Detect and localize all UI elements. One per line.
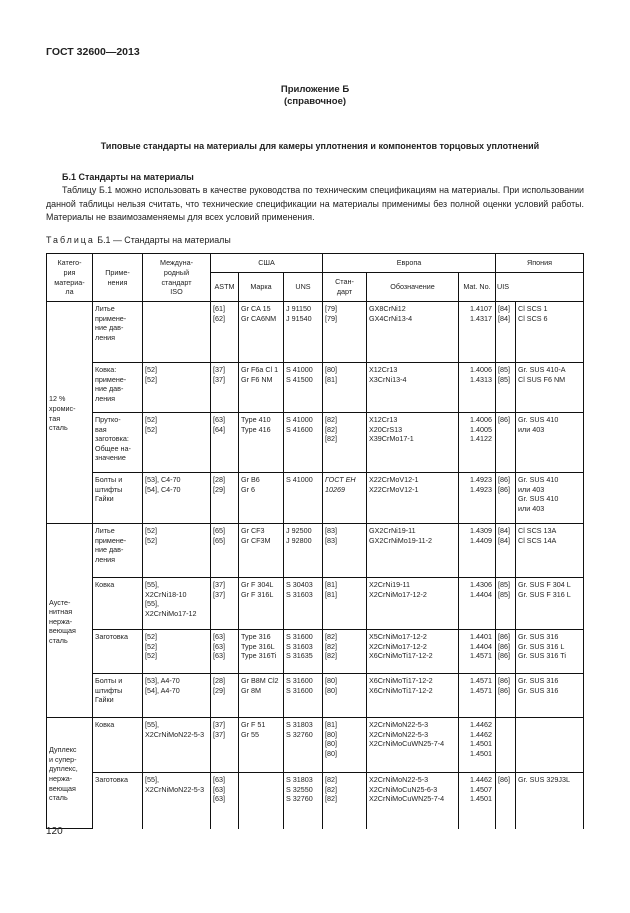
cell-grade: Gr F 304L Gr F 316L xyxy=(239,578,284,630)
cell-uis-ref: [86] [86] xyxy=(496,473,516,524)
header-astm: ASTM xyxy=(211,273,239,302)
cell-grade: Gr B8M Cl2 Gr 8M xyxy=(239,674,284,718)
cell-uis-ref: [85] [85] xyxy=(496,578,516,630)
header-iso: Междуна- родный стандарт ISO xyxy=(143,254,211,302)
cell-application: Болты и штифты Гайки xyxy=(93,674,143,718)
table-row xyxy=(47,473,584,524)
cell-astm: [65] [65] xyxy=(211,524,239,578)
table-row xyxy=(47,578,584,630)
cell-uis-grade: Gr. SUS 410-A Cl SUS F6 NM xyxy=(516,363,584,413)
cell-uis-ref: [84] [84] xyxy=(496,524,516,578)
cell-mat-no: 1.4923 1.4923 xyxy=(459,473,496,524)
cell-application: Прутко- вая заготовка: Общее на- значение xyxy=(93,413,143,473)
cell-uis-grade xyxy=(516,718,584,773)
cell-iso xyxy=(143,302,211,363)
cell-iso: [55], X2CrNiMoN22-5-3 xyxy=(143,718,211,773)
cell-designation: X6CrNiMoTi17-12-2 X6CrNiMoTi17-12-2 xyxy=(367,674,459,718)
section-paragraph: Таблицу Б.1 можно использовать в качестве руководства по техническим спецификациям на материалы. При использовании данной таблицы нельзя считать, что технические спецификации на материалы применимы без полной оценки условий работы. Материалы не взаимозаменяемы для всех условий применения. xyxy=(46,185,584,222)
cell-designation: X22CrMoV12-1 X22CrMoV12-1 xyxy=(367,473,459,524)
cell-astm: [63] [64] xyxy=(211,413,239,473)
table-row xyxy=(47,674,584,718)
header-uns: UNS xyxy=(284,273,323,302)
section-heading: Б.1 Стандарты на материалы xyxy=(62,172,194,182)
cell-astm: [28] [29] xyxy=(211,674,239,718)
cell-iso: [53], A4-70 [54], A4-70 xyxy=(143,674,211,718)
cell-category: 12 % хромис- тая сталь xyxy=(47,302,93,524)
document-code: ГОСТ 32600—2013 xyxy=(46,46,140,58)
cell-iso: [55], X2CrNiMoN22-5-3 xyxy=(143,773,211,829)
cell-uis-grade: Gr. SUS 316 Gr. SUS 316 xyxy=(516,674,584,718)
cell-mat-no: 1.4571 1.4571 xyxy=(459,674,496,718)
cell-uis-ref xyxy=(496,718,516,773)
cell-astm: [37] [37] xyxy=(211,718,239,773)
cell-application: Литье примене- ние дав- ления xyxy=(93,524,143,578)
cell-astm: [63] [63] [63] xyxy=(211,773,239,829)
cell-uis-grade: Gr. SUS F 304 L Gr. SUS F 316 L xyxy=(516,578,584,630)
cell-mat-no: 1.4309 1.4409 xyxy=(459,524,496,578)
cell-iso: [55], X2CrNi18-10 [55], X2CrNiMo17-12 xyxy=(143,578,211,630)
cell-uis-ref: [84] [84] xyxy=(496,302,516,363)
cell-grade xyxy=(239,773,284,829)
cell-grade: Gr F 51 Gr 55 xyxy=(239,718,284,773)
cell-application: Литье примене- ние дав- ления xyxy=(93,302,143,363)
cell-astm: [28] [29] xyxy=(211,473,239,524)
cell-astm: [37] [37] xyxy=(211,363,239,413)
cell-standard: [82] [82] [82] xyxy=(323,773,367,829)
cell-standard: [82] [82] [82] xyxy=(323,630,367,674)
cell-designation: X12Cr13 X3CrNi13-4 xyxy=(367,363,459,413)
cell-uis-ref: [86] xyxy=(496,413,516,473)
header-grade: Марка xyxy=(239,273,284,302)
cell-standard: [80] [80] xyxy=(323,674,367,718)
cell-standard: [81] [80] [80] [80] xyxy=(323,718,367,773)
table-row xyxy=(47,773,584,829)
cell-uns: S 30403 S 31603 xyxy=(284,578,323,630)
cell-category: Аусте- нитная нержа- веющая сталь xyxy=(47,524,93,718)
cell-uis-grade: Gr. SUS 329J3L xyxy=(516,773,584,829)
cell-application: Ковка xyxy=(93,718,143,773)
header-usa: США xyxy=(211,254,323,273)
header-category: Катего- рия материа- ла xyxy=(47,254,93,302)
cell-standard: [82] [82] [82] xyxy=(323,413,367,473)
table-caption-prefix: Таблица xyxy=(46,235,95,245)
cell-iso: [52] [52] xyxy=(143,413,211,473)
table-row xyxy=(47,630,584,674)
cell-application: Заготовка xyxy=(93,630,143,674)
cell-uis-ref: [85] [85] xyxy=(496,363,516,413)
cell-grade: Type 316 Type 316L Type 316Ti xyxy=(239,630,284,674)
appendix-main-title: Типовые стандарты на материалы для камеры уплотнения и компонентов торцовых уплотнений xyxy=(100,141,540,151)
cell-uns: S 41000 xyxy=(284,473,323,524)
header-japan: Япония xyxy=(496,254,584,273)
cell-mat-no: 1.4462 1.4462 1.4501 1.4501 xyxy=(459,718,496,773)
cell-uis-ref: [86] [86] [86] xyxy=(496,630,516,674)
cell-application: Ковка xyxy=(93,578,143,630)
cell-designation: X5CrNiMo17-12-2 X2CrNiMo17-12-2 X6CrNiMoTi17-12-2 xyxy=(367,630,459,674)
cell-standard: [79] [79] xyxy=(323,302,367,363)
table-caption-text: Б.1 — Стандарты на материалы xyxy=(94,235,231,245)
cell-uis-grade: Gr. SUS 316 Gr. SUS 316 L Gr. SUS 316 Ti xyxy=(516,630,584,674)
cell-designation: GX8CrNi12 GX4CrNi13-4 xyxy=(367,302,459,363)
cell-standard: ГОСТ ЕН 10269 xyxy=(323,473,367,524)
cell-grade: Gr CF3 Gr CF3M xyxy=(239,524,284,578)
cell-astm: [61] [62] xyxy=(211,302,239,363)
appendix-title: Приложение Б xyxy=(280,84,350,95)
table-row xyxy=(47,302,584,363)
cell-uns: S 31803 S 32760 xyxy=(284,718,323,773)
cell-application: Заготовка xyxy=(93,773,143,829)
header-europe: Европа xyxy=(323,254,496,273)
cell-standard: [83] [83] xyxy=(323,524,367,578)
table-row xyxy=(47,363,584,413)
cell-astm: [63] [63] [63] xyxy=(211,630,239,674)
table-row xyxy=(47,524,584,578)
header-designation: Обозначение xyxy=(367,273,459,302)
cell-designation: X12Cr13 X20CrS13 X39CrMo17-1 xyxy=(367,413,459,473)
cell-mat-no: 1.4107 1.4317 xyxy=(459,302,496,363)
cell-mat-no: 1.4462 1.4507 1.4501 xyxy=(459,773,496,829)
cell-mat-no: 1.4006 1.4313 xyxy=(459,363,496,413)
cell-designation: X2CrNiMoN22-5-3 X2CrNiMoCuN25-6-3 X2CrNiMoCuWN25-7-4 xyxy=(367,773,459,829)
cell-grade: Type 410 Type 416 xyxy=(239,413,284,473)
cell-iso: [53], C4-70 [54], C4-70 xyxy=(143,473,211,524)
cell-designation: X2CrNiMoN22-5-3 X2CrNiMoN22-5-3 X2CrNiMoCuWN25-7-4 xyxy=(367,718,459,773)
cell-designation: X2CrNi19-11 X2CrNiMo17-12-2 xyxy=(367,578,459,630)
cell-uns: S 41000 S 41600 xyxy=(284,413,323,473)
cell-uns: J 92500 J 92800 xyxy=(284,524,323,578)
appendix-heading xyxy=(0,84,630,108)
table-row xyxy=(47,413,584,473)
cell-category: Дуплекс и супер- дуплекс, нержа- веющая сталь xyxy=(47,718,93,829)
cell-grade: Gr CA 15 Gr CA6NM xyxy=(239,302,284,363)
cell-uis-grade: Gr. SUS 410 или 403 xyxy=(516,413,584,473)
cell-uns: J 91150 J 91540 xyxy=(284,302,323,363)
cell-iso: [52] [52] xyxy=(143,363,211,413)
cell-uis-ref: [86] xyxy=(496,773,516,829)
cell-uns: S 31600 S 31600 xyxy=(284,674,323,718)
cell-uns: S 31803 S 32550 S 32760 xyxy=(284,773,323,829)
cell-iso: [52] [52] [52] xyxy=(143,630,211,674)
cell-astm: [37] [37] xyxy=(211,578,239,630)
table-body xyxy=(47,302,584,829)
cell-application: Ковка: примене- ние дав- ления xyxy=(93,363,143,413)
cell-mat-no: 1.4306 1.4404 xyxy=(459,578,496,630)
materials-standards-table xyxy=(46,253,584,829)
header-standard: Стан- дарт xyxy=(323,273,367,302)
header-mat-no: Mat. No. xyxy=(459,273,496,302)
header-uis: UIS xyxy=(496,273,584,302)
table-caption xyxy=(46,235,231,245)
cell-uis-grade: Gr. SUS 410 или 403 Gr. SUS 410 или 403 xyxy=(516,473,584,524)
cell-uns: S 41000 S 41500 xyxy=(284,363,323,413)
cell-grade: Gr F6a Cl 1 Gr F6 NM xyxy=(239,363,284,413)
cell-application: Болты и штифты Гайки xyxy=(93,473,143,524)
header-application: Приме- нения xyxy=(93,254,143,302)
table-row xyxy=(47,718,584,773)
cell-mat-no: 1.4006 1.4005 1.4122 xyxy=(459,413,496,473)
cell-standard: [80] [81] xyxy=(323,363,367,413)
page-number: 120 xyxy=(46,826,63,837)
cell-uns: S 31600 S 31603 S 31635 xyxy=(284,630,323,674)
cell-standard: [81] [81] xyxy=(323,578,367,630)
cell-uis-ref: [86] [86] xyxy=(496,674,516,718)
cell-uis-grade: Cl SCS 13A Cl SCS 14A xyxy=(516,524,584,578)
cell-uis-grade: Cl SCS 1 Cl SCS 6 xyxy=(516,302,584,363)
appendix-subtitle: (справочное) xyxy=(283,96,347,107)
cell-grade: Gr B6 Gr 6 xyxy=(239,473,284,524)
cell-iso: [52] [52] xyxy=(143,524,211,578)
cell-designation: GX2CrNi19-11 GX2CrNiMo19-11-2 xyxy=(367,524,459,578)
cell-mat-no: 1.4401 1.4404 1.4571 xyxy=(459,630,496,674)
